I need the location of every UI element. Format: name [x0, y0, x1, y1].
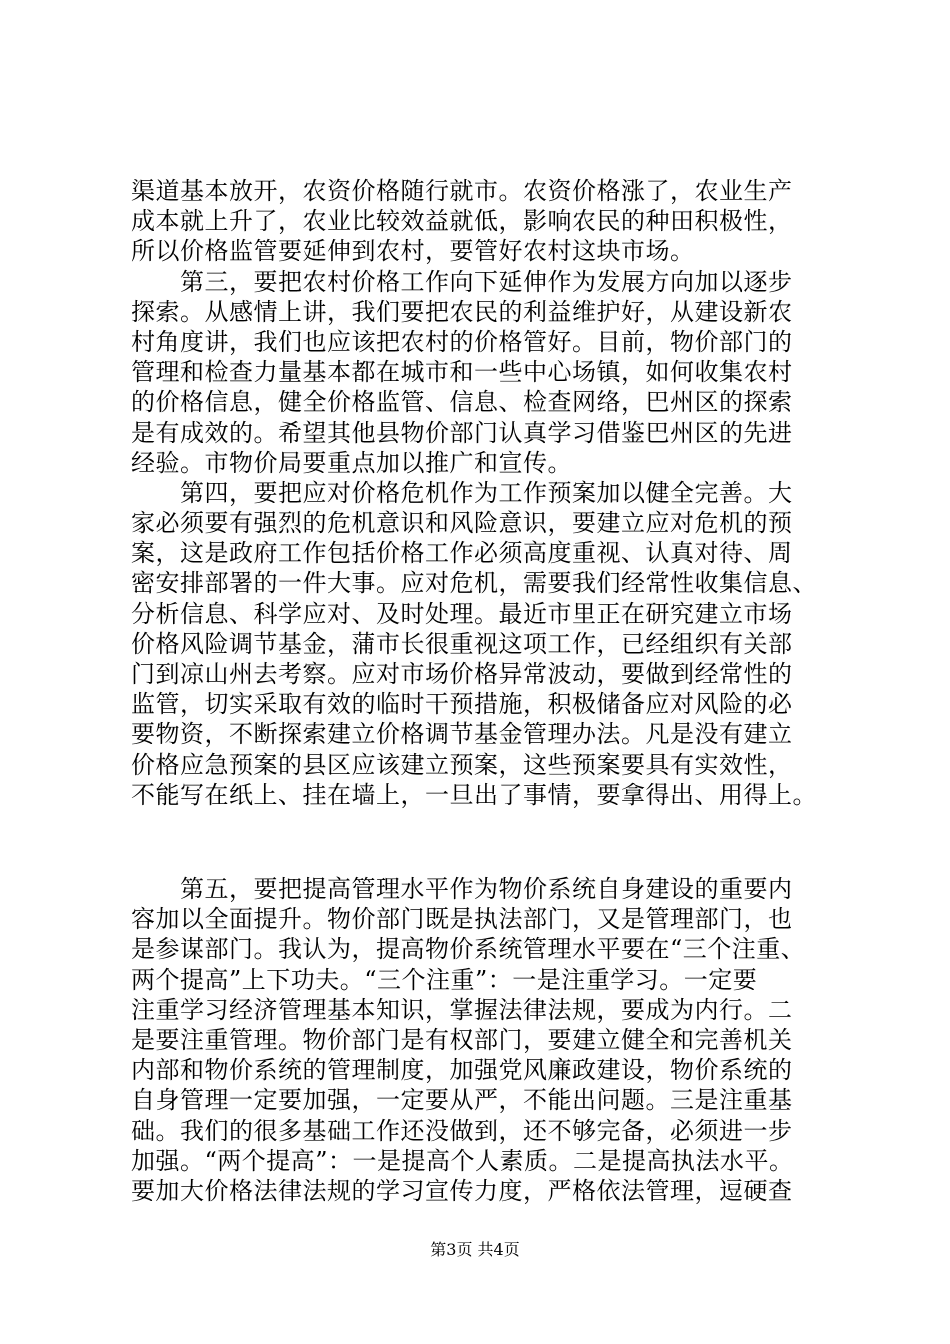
text-line: 加强。“两个提高”：一是提高个人素质。二是提高执法水平。 [131, 1146, 794, 1175]
text-line: 是有成效的。希望其他县物价部门认真学习借鉴巴州区的先进 [131, 418, 793, 447]
text-line: 自身管理一定要加强，一定要从严，不能出问题。三是注重基 [131, 1086, 793, 1115]
paragraph-5-start: 第五，要把提高管理水平作为物价系统自身建设的重要内 [131, 875, 793, 903]
text-line: 案，这是政府工作包括价格工作必须高度重视、认真对待、周 [131, 539, 793, 568]
body-text-block-1 [131, 176, 831, 810]
text-line: 渠道基本放开，农资价格随行就市。农资价格涨了，农业生产 [131, 177, 793, 205]
text-line: 门到凉山州去考察。应对市场价格异常波动，要做到经常性的 [131, 660, 793, 688]
text-line: 的价格信息，健全价格监管、信息、检查网络，巴州区的探索 [131, 388, 793, 417]
text-line: 价格风险调节基金，蒲市长很重视这项工作，已经组织有关部 [131, 629, 793, 658]
page-number-footer: 第3页 共4页 [430, 1240, 520, 1259]
text-line: 密安排部署的一件大事。应对危机，需要我们经常性收集信息、 [131, 569, 817, 598]
text-line: 探索。从感情上讲，我们要把农民的利益维护好，从建设新农 [131, 297, 793, 326]
text-line: 两个提高”上下功夫。“三个注重”：一是注重学习。一定要 [131, 965, 758, 994]
text-line: 分析信息、科学应对、及时处理。最近市里正在研究建立市场 [131, 599, 793, 628]
text-line: 村角度讲，我们也应该把农村的价格管好。目前，物价部门的 [131, 327, 793, 356]
text-line: 监管，切实采取有效的临时干预措施，积极储备应对风险的必 [131, 690, 793, 719]
text-line: 成本就上升了，农业比较效益就低，影响农民的种田积极性， [131, 207, 793, 236]
text-line: 不能写在纸上、挂在墙上，一旦出了事情，要拿得出、用得上。 [131, 780, 817, 809]
text-line: 容加以全面提升。物价部门既是执法部门，又是管理部门，也 [131, 905, 793, 934]
text-line: 要物资，不断探索建立价格调节基金管理办法。凡是没有建立 [131, 720, 793, 749]
text-line: 础。我们的很多基础工作还没做到，还不够完备，必须进一步 [131, 1116, 793, 1145]
paragraph-3-start: 第三，要把农村价格工作向下延伸作为发展方向加以逐步 [131, 267, 793, 296]
text-line: 经验。市物价局要重点加以推广和宣传。 [131, 448, 572, 477]
text-line: 管理和检查力量基本都在城市和一些中心场镇，如何收集农村 [131, 358, 793, 387]
text-line: 是要注重管理。物价部门是有权部门，要建立健全和完善机关 [131, 1025, 793, 1054]
body-text-block-2 [131, 874, 831, 1206]
paragraph-4-start: 第四，要把应对价格危机作为工作预案加以健全完善。大 [131, 478, 793, 507]
text-line: 家必须要有强烈的危机意识和风险意识，要建立应对危机的预 [131, 509, 793, 538]
text-line: 注重学习经济管理基本知识，掌握法律法规，要成为内行。二 [131, 995, 793, 1024]
text-line: 价格应急预案的县区应该建立预案，这些预案要具有实效性， [131, 750, 793, 779]
text-line: 所以价格监管要延伸到农村，要管好农村这块市场。 [131, 237, 695, 266]
text-line: 内部和物价系统的管理制度，加强党风廉政建设，物价系统的 [131, 1056, 793, 1085]
text-line: 是参谋部门。我认为，提高物价系统管理水平要在“三个注重、 [131, 935, 806, 964]
text-line: 要加大价格法律法规的学习宣传力度，严格依法管理，逗硬查 [131, 1176, 793, 1205]
